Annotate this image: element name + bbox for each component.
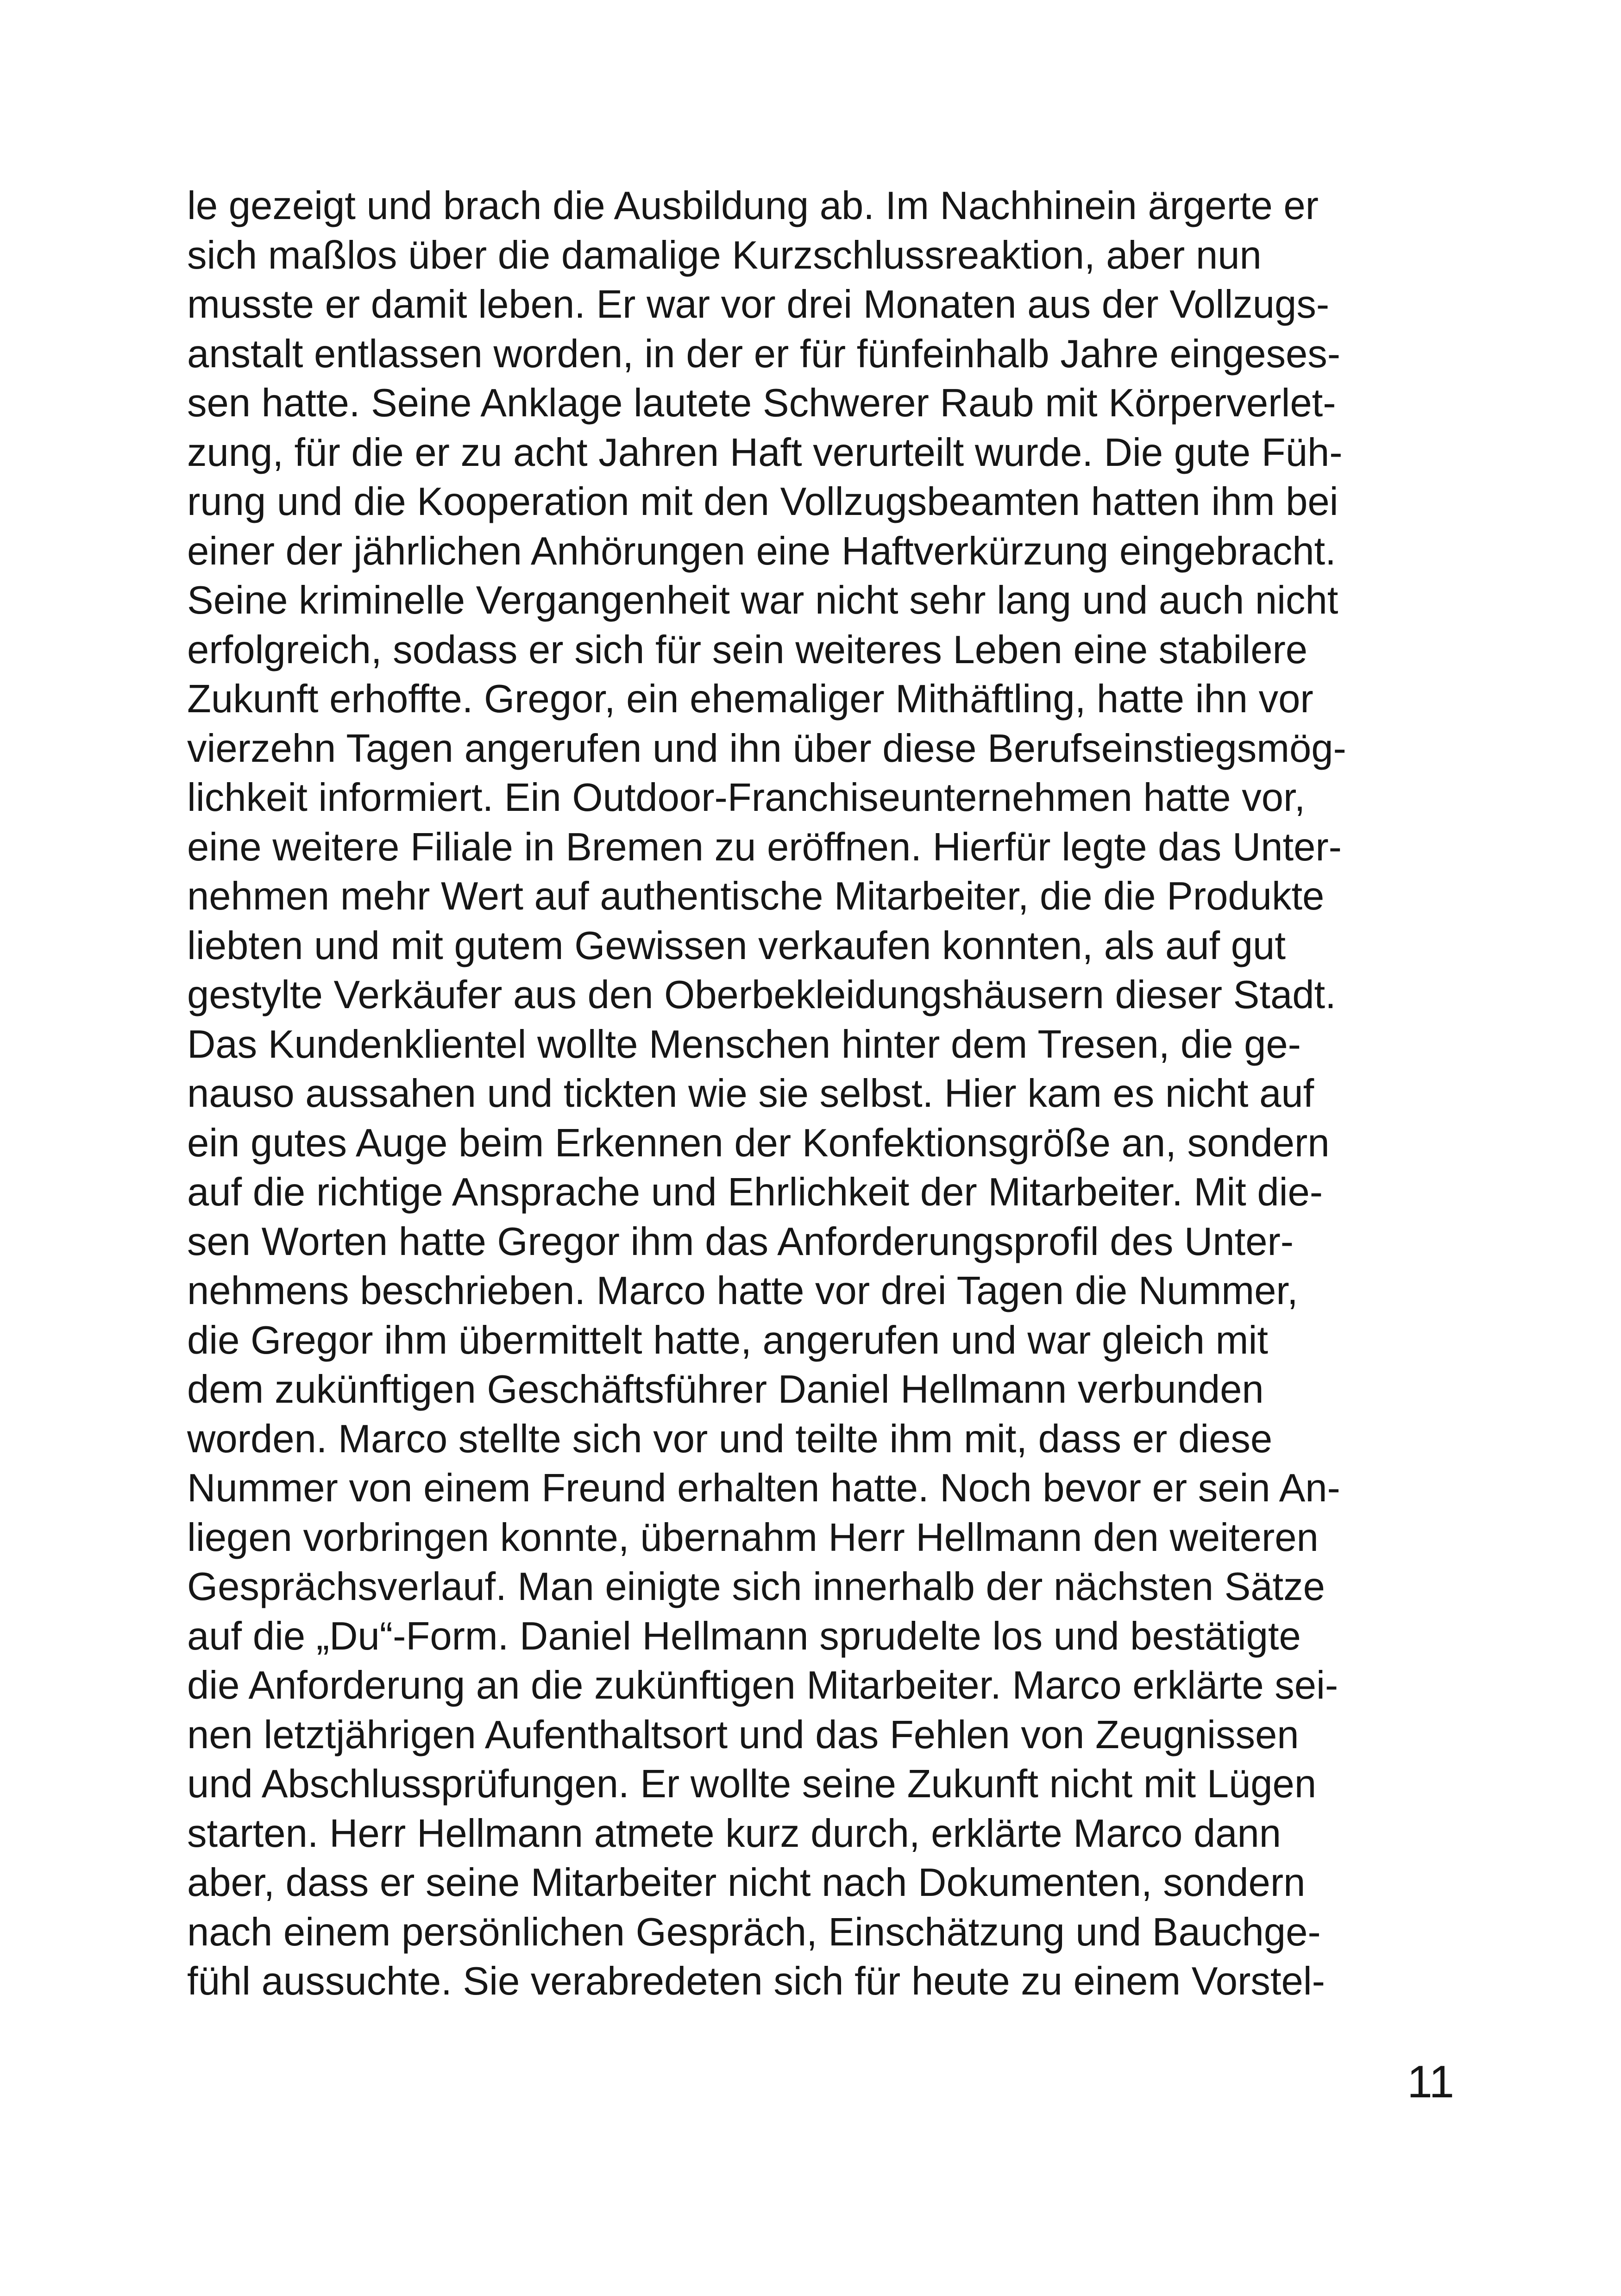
text-line: nehmens beschrieben. Marco hatte vor drei Tagen die Nummer, bbox=[187, 1269, 1298, 1313]
text-line: anstalt entlassen worden, in der er für fünfeinhalb Jahre eingeses- bbox=[187, 332, 1341, 376]
text-line: auf die „Du“-Form. Daniel Hellmann sprudelte los und bestätigte bbox=[187, 1614, 1301, 1658]
text-line: dem zukünftigen Geschäftsführer Daniel Hellmann verbunden bbox=[187, 1368, 1264, 1411]
text-line: nehmen mehr Wert auf authentische Mitarbeiter, die die Produkte bbox=[187, 874, 1325, 918]
text-line: sich maßlos über die damalige Kurzschlussreaktion, aber nun bbox=[187, 233, 1262, 277]
text-line: sen hatte. Seine Anklage lautete Schwerer Raub mit Körperverlet- bbox=[187, 381, 1336, 425]
text-line: nauso aussahen und tickten wie sie selbst. Hier kam es nicht auf bbox=[187, 1072, 1314, 1116]
text-line: und Abschlussprüfungen. Er wollte seine Zukunft nicht mit Lügen bbox=[187, 1762, 1317, 1806]
text-line: worden. Marco stellte sich vor und teilte ihm mit, dass er diese bbox=[187, 1417, 1273, 1461]
text-line: Nummer von einem Freund erhalten hatte. Noch bevor er sein An- bbox=[187, 1466, 1340, 1510]
text-line: Gesprächsverlauf. Man einigte sich innerhalb der nächsten Sätze bbox=[187, 1565, 1325, 1609]
text-line: le gezeigt und brach die Ausbildung ab. Im Nachhinein ärgerte er bbox=[187, 184, 1319, 228]
text-line: aber, dass er seine Mitarbeiter nicht nach Dokumenten, sondern bbox=[187, 1861, 1306, 1905]
text-line: liebten und mit gutem Gewissen verkaufen konnten, als auf gut bbox=[187, 923, 1286, 968]
text-line: fühl aussuchte. Sie verabredeten sich für heute zu einem Vorstel- bbox=[187, 1959, 1325, 2003]
text-line: nen letztjährigen Aufenthaltsort und das Fehlen von Zeugnissen bbox=[187, 1713, 1299, 1757]
text-line: die Anforderung an die zukünftigen Mitarbeiter. Marco erklärte sei- bbox=[187, 1663, 1338, 1707]
text-line: vierzehn Tagen angerufen und ihn über diese Berufseinstiegsmög- bbox=[187, 726, 1346, 771]
page-number: 11 bbox=[1407, 2056, 1454, 2107]
text-line: zung, für die er zu acht Jahren Haft verurteilt wurde. Die gute Füh- bbox=[187, 430, 1343, 475]
text-line: Das Kundenklientel wollte Menschen hinter dem Tresen, die ge- bbox=[187, 1022, 1301, 1066]
text-line: sen Worten hatte Gregor ihm das Anforderungsprofil des Unter- bbox=[187, 1219, 1294, 1264]
text-line: einer der jährlichen Anhörungen eine Haftverkürzung eingebracht. bbox=[187, 529, 1336, 573]
text-line: auf die richtige Ansprache und Ehrlichkeit der Mitarbeiter. Mit die- bbox=[187, 1170, 1323, 1214]
text-line: rung und die Kooperation mit den Vollzugsbeamten hatten ihm bei bbox=[187, 480, 1338, 524]
text-line: liegen vorbringen konnte, übernahm Herr Hellmann den weiteren bbox=[187, 1515, 1319, 1560]
text-line: die Gregor ihm übermittelt hatte, angerufen und war gleich mit bbox=[187, 1318, 1268, 1362]
text-line: lichkeit informiert. Ein Outdoor-Franchiseunternehmen hatte vor, bbox=[187, 776, 1306, 820]
text-line: eine weitere Filiale in Bremen zu eröffnen. Hierfür legte das Unter- bbox=[187, 825, 1342, 869]
text-line: Zukunft erhoffte. Gregor, ein ehemaliger Mithäftling, hatte ihn vor bbox=[187, 677, 1313, 721]
text-line: gestylte Verkäufer aus den Oberbekleidungshäusern dieser Stadt. bbox=[187, 973, 1336, 1017]
body-text bbox=[187, 182, 1470, 2007]
text-line: starten. Herr Hellmann atmete kurz durch, erklärte Marco dann bbox=[187, 1811, 1282, 1856]
text-line: musste er damit leben. Er war vor drei Monaten aus der Vollzugs- bbox=[187, 282, 1330, 326]
text-line: erfolgreich, sodass er sich für sein weiteres Leben eine stabilere bbox=[187, 627, 1308, 672]
text-line: nach einem persönlichen Gespräch, Einschätzung und Bauchge- bbox=[187, 1910, 1321, 1954]
text-line: ein gutes Auge beim Erkennen der Konfektionsgröße an, sondern bbox=[187, 1121, 1330, 1165]
text-line: Seine kriminelle Vergangenheit war nicht sehr lang und auch nicht bbox=[187, 578, 1338, 622]
